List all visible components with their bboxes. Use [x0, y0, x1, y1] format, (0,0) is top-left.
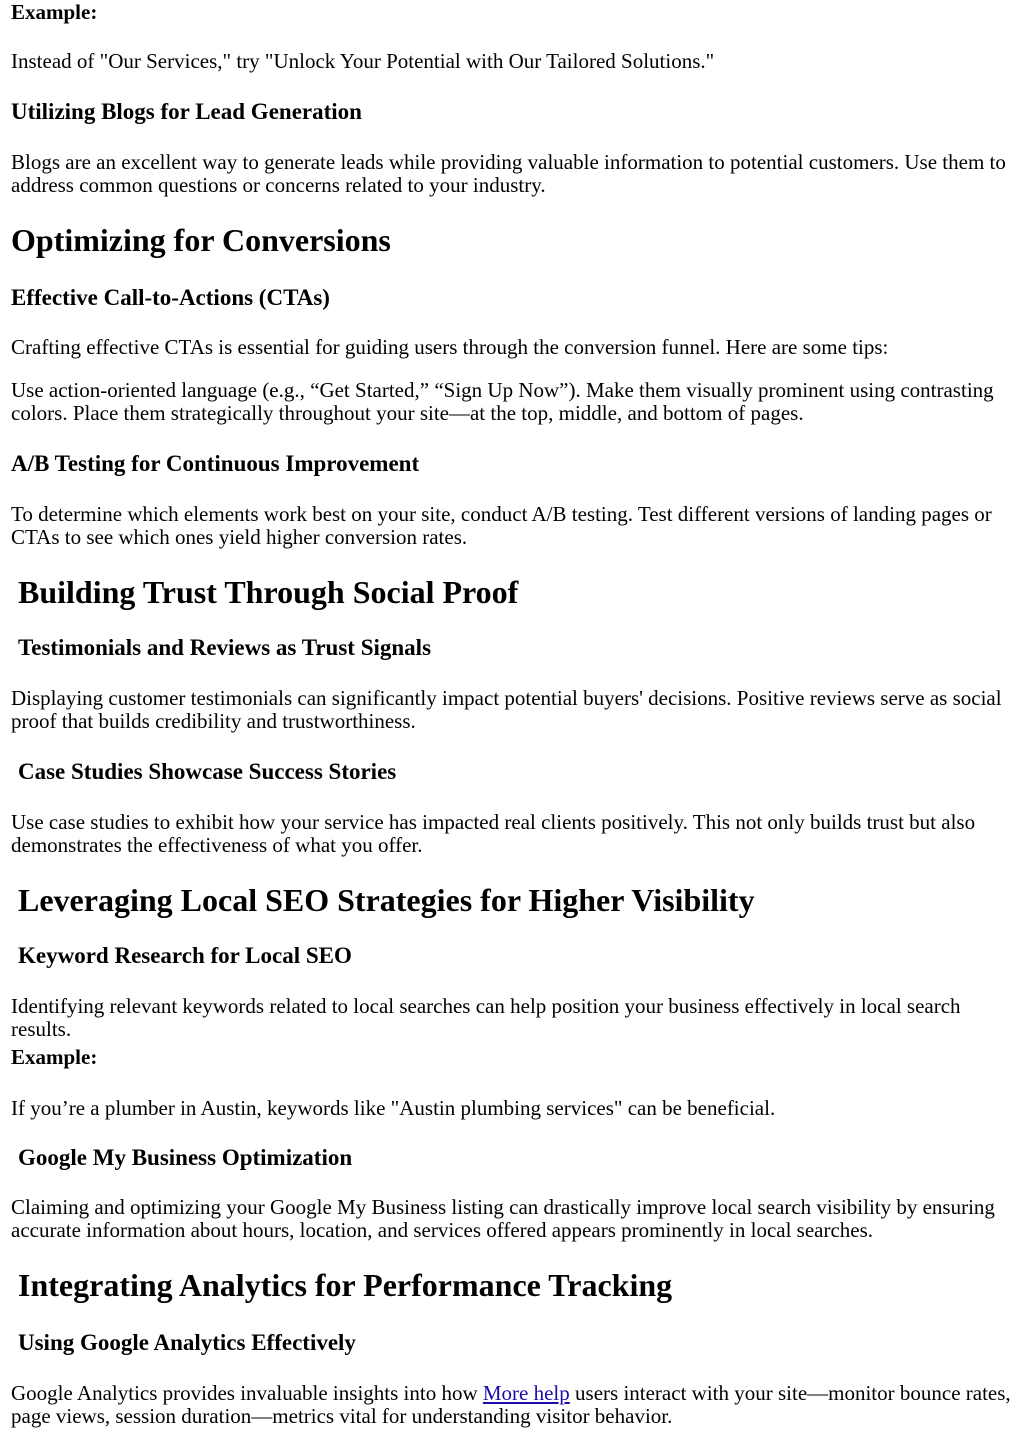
paragraph-ab-testing: To determine which elements work best on your site, conduct A/B testing. Test different versions of landing pages or CTAs to see which ones yield higher conversion rates. — [11, 502, 992, 549]
example-paragraph: Instead of "Our Services," try "Unlock Your Potential with Our Tailored Solutions." — [11, 49, 715, 73]
paragraph-blogs: Blogs are an excellent way to generate leads while providing valuable information to potential customers. Use them to address common questions or concerns related to your industry. — [11, 150, 1006, 197]
paragraph-gmb: Claiming and optimizing your Google My Business listing can drastically improve local search visibility by ensuring accurate information about hours, location, and services offered appears prominently in local searches. — [11, 1195, 995, 1242]
section-heading-conversions: Optimizing for Conversions — [11, 222, 391, 258]
section-heading-case-studies: Case Studies Showcase Success Stories — [18, 759, 397, 784]
example-label: Example: — [11, 0, 98, 24]
paragraph-google-analytics — [11, 1382, 1012, 1428]
section-heading-analytics: Integrating Analytics for Performance Tracking — [18, 1267, 673, 1303]
section-heading-testimonials: Testimonials and Reviews as Trust Signals — [18, 635, 432, 660]
section-heading-trust: Building Trust Through Social Proof — [18, 574, 519, 610]
example-paragraph: If you’re a plumber in Austin, keywords like "Austin plumbing services" can be beneficial. — [11, 1096, 776, 1120]
example-label: Example: — [11, 1045, 98, 1069]
paragraph-case-studies: Use case studies to exhibit how your service has impacted real clients positively. This not only builds trust but also demonstrates the effectiveness of what you offer. — [11, 810, 976, 857]
section-heading-gmb: Google My Business Optimization — [18, 1145, 353, 1170]
section-heading-ab-testing: A/B Testing for Continuous Improvement — [11, 451, 420, 476]
paragraph-cta-intro: Crafting effective CTAs is essential for guiding users through the conversion funnel. Here are some tips: — [11, 335, 889, 359]
paragraph-testimonials: Displaying customer testimonials can significantly impact potential buyers' decisions. Positive reviews serve as social proof that builds credibility and trustworthiness. — [11, 686, 1002, 733]
section-heading-cta: Effective Call-to-Actions (CTAs) — [11, 285, 330, 310]
more-help-link[interactable]: More help — [482, 1381, 570, 1405]
section-heading-local-seo: Leveraging Local SEO Strategies for Higher Visibility — [18, 882, 755, 918]
section-heading-google-analytics: Using Google Analytics Effectively — [18, 1330, 356, 1355]
section-heading-blogs: Utilizing Blogs for Lead Generation — [11, 99, 362, 124]
ga-text-before: Google Analytics provides invaluable insights into how — [11, 1381, 483, 1405]
paragraph-keyword-research: Identifying relevant keywords related to local searches can help position your business effectively in local search results. — [11, 994, 961, 1041]
ga-text-after: users interact with your site—monitor bounce rates, page views, session duration—metrics vital for understanding visitor behavior. — [11, 1381, 1011, 1428]
section-heading-keyword-research: Keyword Research for Local SEO — [18, 943, 352, 968]
paragraph-cta-tips: Use action-oriented language (e.g., “Get Started,” “Sign Up Now”). Make them visually prominent using contrasting colors. Place them strategically throughout your site—at the top, middle, and bottom of pages. — [11, 378, 994, 425]
